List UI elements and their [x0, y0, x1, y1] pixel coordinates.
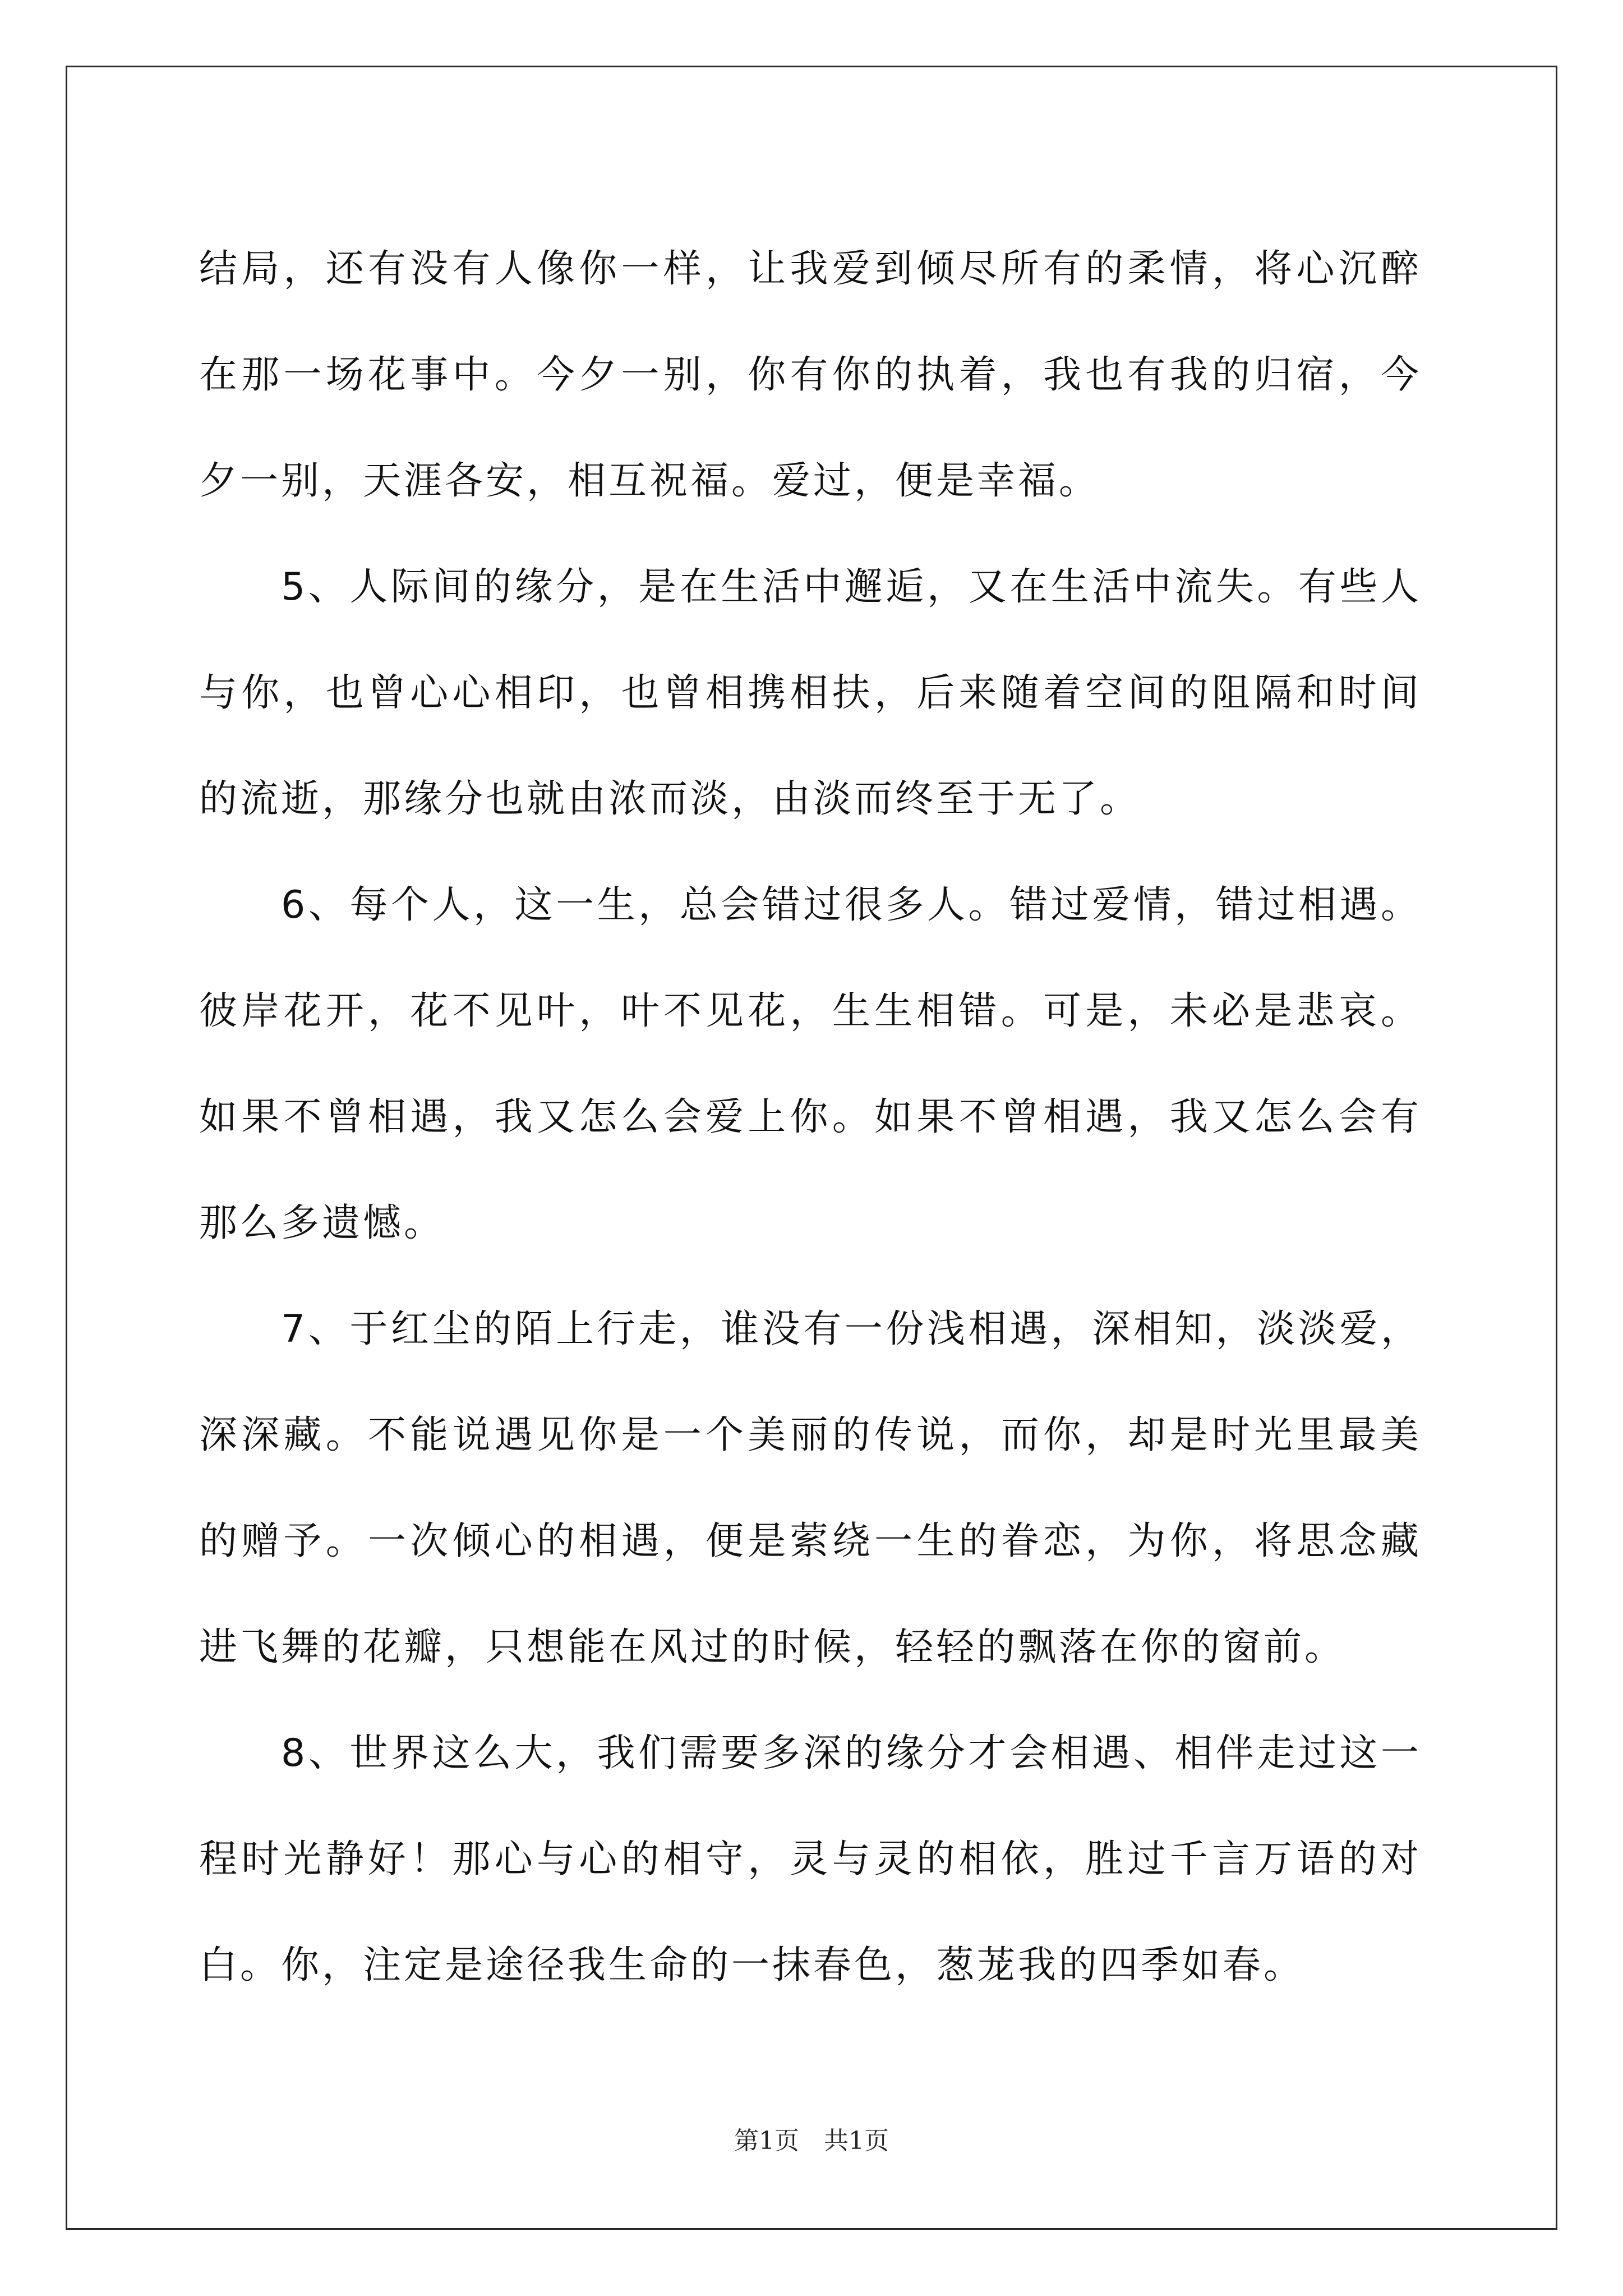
paragraph: 8、世界这么大，我们需要多深的缘分才会相遇、相伴走过这一程时光静好！那心与心的相守，灵与灵的相依，胜过千言万语的对白。你，注定是途径我生命的一抹春色，葱茏我的四季如春。: [199, 1731, 1422, 1987]
paragraph: 6、每个人，这一生，总会错过很多人。错过爱情，错过相遇。彼岸花开，花不见叶，叶不见花，生生相错。可是，未必是悲哀。如果不曾相遇，我又怎么会爱上你。如果不曾相遇，我又怎么会有那么多遗憾。: [199, 883, 1422, 1245]
paragraph: 5、人际间的缘分，是在生活中邂逅，又在生活中流失。有些人与你，也曾心心相印，也曾相携相扶，后来随着空间的阻隔和时间的流逝，那缘分也就由浓而淡，由淡而终至于无了。: [199, 565, 1422, 821]
paragraph: 7、于红尘的陌上行走，谁没有一份浅相遇，深相知，淡淡爱，深深藏。不能说遇见你是一个美丽的传说，而你，却是时光里最美的赠予。一次倾心的相遇，便是萦绕一生的眷恋，为你，将思念藏进飞舞的花瓣，只想能在风过的时候，轻轻的飘落在你的窗前。: [199, 1307, 1422, 1669]
page-number-label: 第1页 共1页: [734, 2127, 889, 2155]
document-body: [199, 216, 1422, 2018]
paragraph: 结局，还有没有人像你一样，让我爱到倾尽所有的柔情，将心沉醉在那一场花事中。今夕一别，你有你的执着，我也有我的归宿，今夕一别，天涯各安，相互祝福。爱过，便是幸福。: [199, 247, 1422, 503]
page-footer: [0, 2120, 1623, 2156]
